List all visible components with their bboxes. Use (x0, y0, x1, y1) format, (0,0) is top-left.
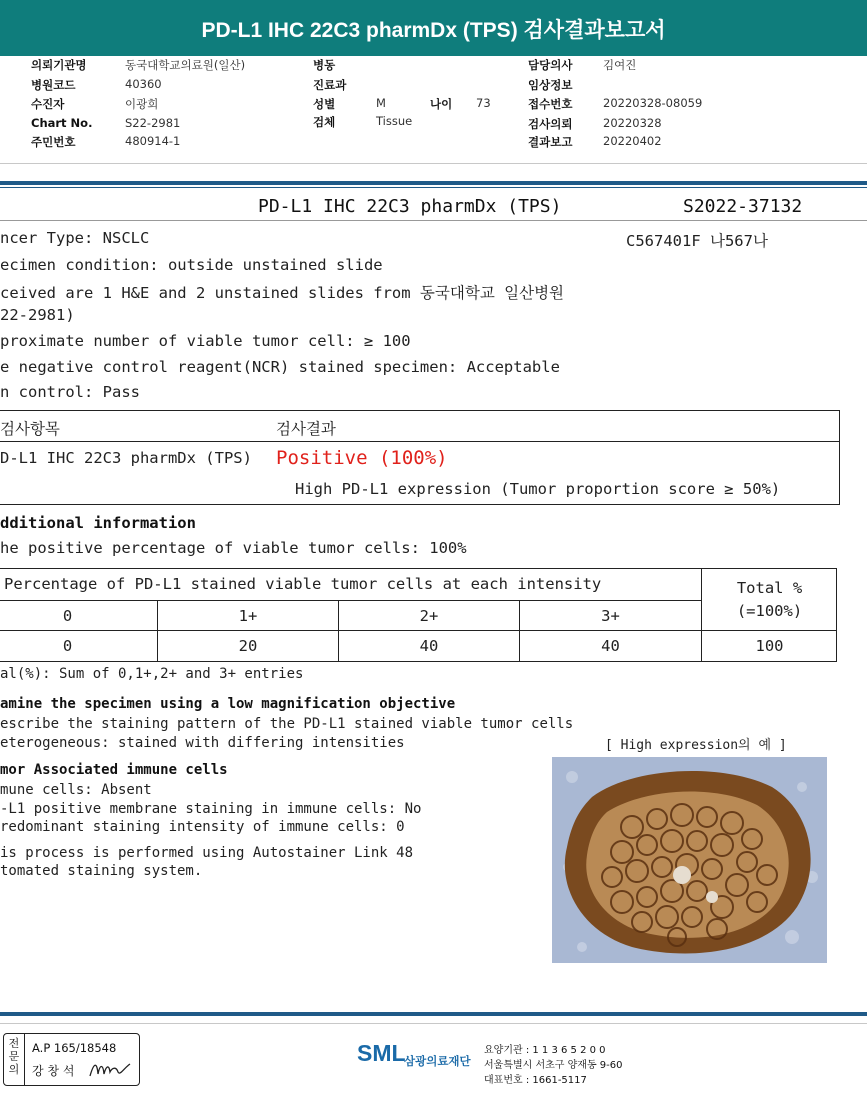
chart-no-label: Chart No. (31, 116, 93, 130)
patient-label: 수진자 (31, 97, 65, 111)
immune-line-2: -L1 positive membrane staining in immune cells: No (0, 801, 422, 817)
report-date-value: 20220402 (603, 134, 662, 148)
total-header-1: Total % (736, 579, 803, 597)
intensity-header-divider (0, 600, 701, 601)
intensity-col-3: 3+ (601, 607, 620, 625)
result-item: D-L1 IHC 22C3 pharmDx (TPS) (0, 449, 252, 467)
intensity-row-divider (0, 630, 837, 631)
report-banner-title: PD-L1 IHC 22C3 pharmDx (TPS) 검사결과보고서 (201, 19, 666, 42)
specimen-condition-line: ecimen condition: outside unstained slide (0, 256, 383, 274)
result-header-result: 검사결과 (276, 420, 336, 438)
report-top-rule (0, 181, 867, 185)
patient-value: 이광희 (125, 97, 159, 111)
intensity-col-0: 0 (62, 607, 73, 625)
report-top-rule-thin (0, 187, 867, 188)
result-table-divider (0, 441, 840, 442)
age-value: 73 (476, 96, 491, 110)
department-label: 진료과 (313, 78, 347, 92)
intensity-value-0: 0 (62, 637, 73, 655)
specialist-label: 전문의 (8, 1037, 20, 1076)
institution-value: 동국대학교의료원(일산) (125, 58, 246, 72)
examine-title: amine the specimen using a low magnification objective (0, 696, 456, 712)
signature-icon (88, 1058, 132, 1082)
process-line-2: tomated staining system. (0, 863, 203, 879)
title-underline (0, 220, 867, 221)
doctor-label: 담당의사 (528, 58, 573, 72)
report-title: PD-L1 IHC 22C3 pharmDx (TPS) (258, 196, 562, 217)
specimen-label: 검체 (313, 115, 336, 129)
total-note: al(%): Sum of 0,1+,2+ and 3+ entries (0, 666, 304, 682)
resident-no-label: 주민번호 (31, 135, 76, 149)
age-label: 나이 (430, 97, 453, 111)
sml-logo: SML (357, 1040, 406, 1066)
process-line-1: is process is performed using Autostainer Link 48 (0, 845, 414, 861)
control-line: n control: Pass (0, 383, 140, 401)
intensity-col-1: 1+ (238, 607, 258, 625)
intensity-col-2: 2+ (419, 607, 439, 625)
org-info-3: 대표번호 : 1661-5117 (484, 1075, 587, 1086)
intensity-header: Percentage of PD-L1 stained viable tumor cells at each intensity (4, 575, 602, 593)
chart-no-value: S22-2981 (125, 116, 181, 130)
ap-number: A.P 165/18548 (32, 1041, 117, 1055)
received-slides-line: ceived are 1 H&E and 2 unstained slides from 동국대학교 일산병원 (0, 284, 565, 302)
institution-label: 의뢰기관명 (31, 58, 87, 72)
report-code: C567401F 나567나 (626, 232, 768, 250)
result-expression: High PD-L1 expression (Tumor proportion score ≥ 50%) (295, 480, 781, 498)
header-divider (0, 163, 867, 164)
immune-line-1: mune cells: Absent (0, 782, 152, 798)
viable-tumor-line: proximate number of viable tumor cell: ≥ 100 (0, 332, 411, 350)
additional-info-title: dditional information (0, 514, 196, 532)
clinical-info-label: 임상정보 (528, 78, 573, 92)
total-header-2: (=100%) (736, 602, 803, 620)
ward-label: 병동 (313, 58, 336, 72)
report-date-label: 결과보고 (528, 135, 573, 149)
result-header-item: 검사항목 (0, 420, 60, 438)
signature-box-divider (24, 1034, 25, 1085)
request-date-label: 검사의뢰 (528, 117, 573, 131)
examine-line-2: eterogeneous: stained with differing intensities (0, 735, 405, 751)
examine-line-1: escribe the staining pattern of the PD-L1 stained viable tumor cells (0, 716, 574, 732)
org-info-2: 서울특별시 서초구 양재동 9-60 (484, 1060, 623, 1071)
specimen-value: Tissue (376, 114, 413, 128)
hospital-code-value: 40360 (125, 77, 162, 91)
sex-label: 성별 (313, 97, 336, 111)
doctor-name: 강 창 석 (32, 1064, 75, 1078)
ihc-photo-svg (552, 757, 827, 963)
intensity-total: 100 (755, 637, 784, 655)
doctor-value: 김여진 (603, 58, 637, 72)
resident-no-value: 480914-1 (125, 134, 181, 148)
receipt-no-label: 접수번호 (528, 97, 573, 111)
report-id: S2022-37132 (683, 196, 803, 217)
immune-title: mor Associated immune cells (0, 762, 228, 778)
footer-divider (0, 1023, 867, 1024)
ihc-example-image (552, 757, 827, 963)
receipt-no-value: 20220328-08059 (603, 96, 703, 110)
intensity-value-3: 40 (601, 637, 620, 655)
sex-value: M (376, 96, 386, 110)
cancer-type-line: ncer Type: NSCLC (0, 229, 150, 247)
intensity-value-2: 40 (419, 637, 439, 655)
example-caption: [ High expression의 예 ] (605, 738, 787, 753)
chart-ref-line: 22-2981) (0, 306, 75, 324)
org-info-1: 요양기관 : 1 1 3 6 5 2 0 0 (484, 1045, 606, 1056)
intensity-value-1: 20 (238, 637, 258, 655)
result-positive: Positive (100%) (276, 447, 448, 469)
report-bottom-rule (0, 1012, 867, 1016)
request-date-value: 20220328 (603, 116, 662, 130)
immune-line-3: redominant staining intensity of immune cells: 0 (0, 819, 405, 835)
hospital-code-label: 병원코드 (31, 78, 76, 92)
positive-percentage-line: he positive percentage of viable tumor cells: 100% (0, 539, 467, 557)
org-name: 삼광의료재단 (404, 1054, 471, 1068)
ncr-line: e negative control reagent(NCR) stained specimen: Acceptable (0, 358, 560, 376)
